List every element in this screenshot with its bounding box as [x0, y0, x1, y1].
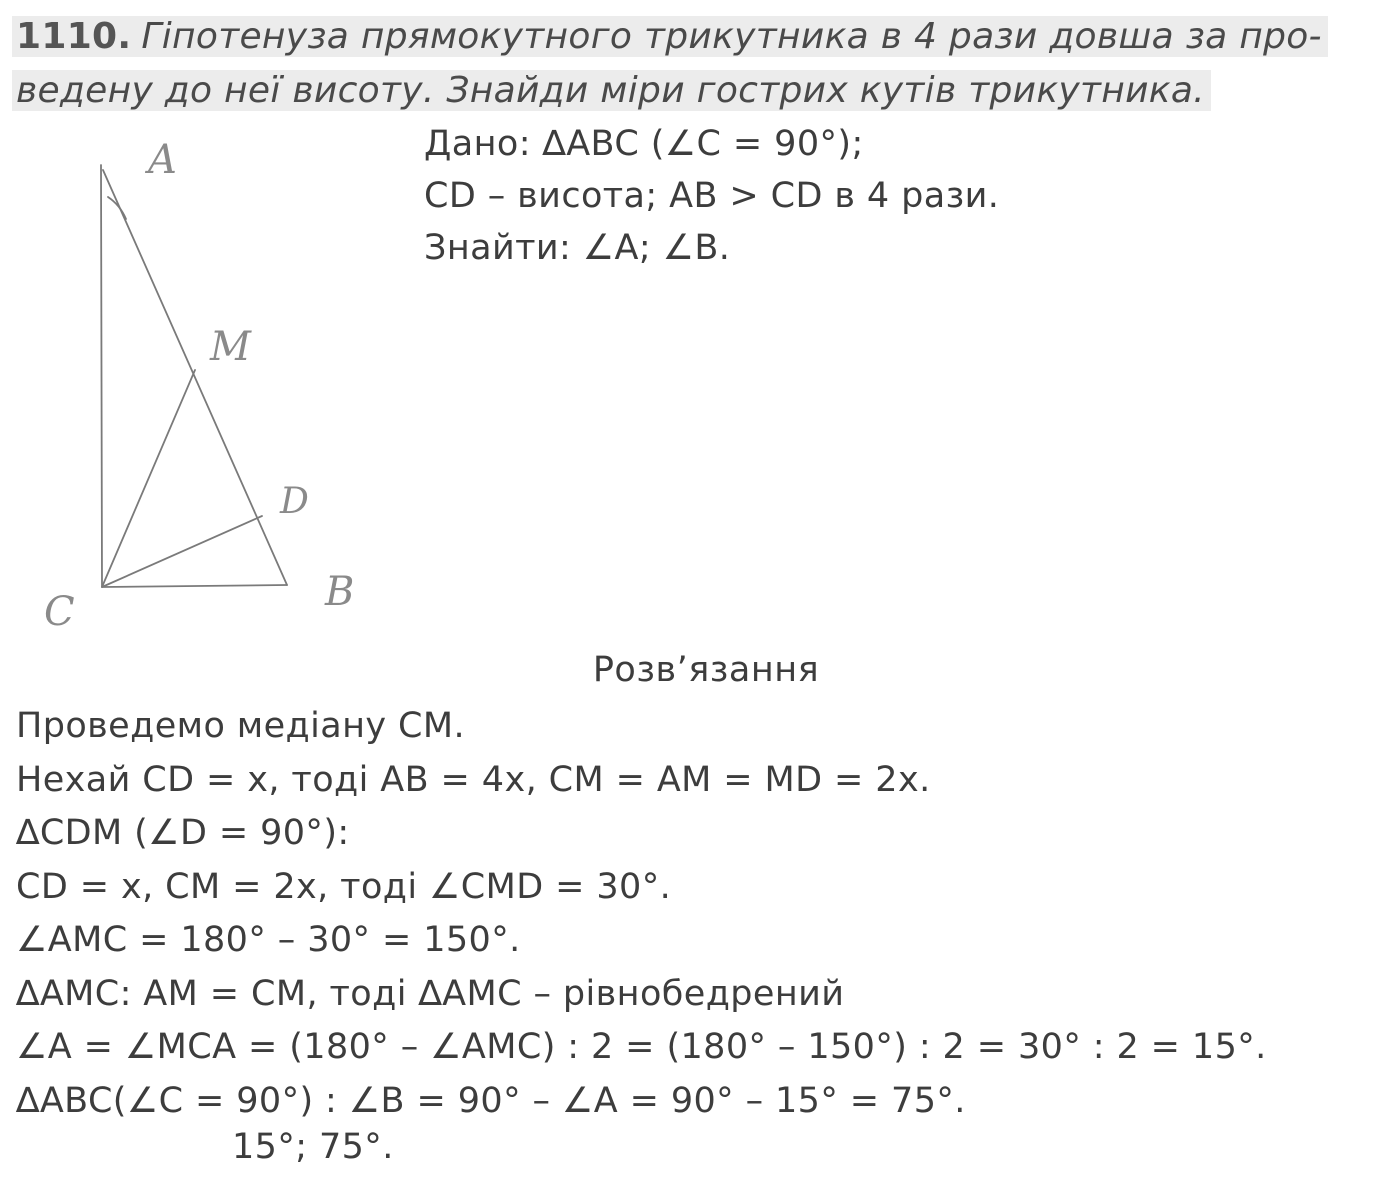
solution-line-8: ∆ABC(∠C = 90°) : ∠B = 90° – ∠A = 90° – 15° = 75°. [16, 1080, 966, 1121]
solution-body [16, 700, 1267, 1128]
answer: 15°; 75°. [232, 1127, 394, 1167]
problem-text-1: Гіпотенуза прямокутного трикутника в 4 рази довша за про- [141, 16, 1322, 57]
problem-line-2 [12, 64, 1372, 118]
label-c: C [44, 589, 75, 635]
problem-text-2: ведену до неї висоту. Знайди міри гострих кутів трикутника. [12, 70, 1211, 111]
triangle-diagram [30, 125, 390, 635]
solution-line-7: ∠A = ∠MCA = (180° – ∠AMC) : 2 = (180° – 150°) : 2 = 30° : 2 = 15°. [16, 1027, 1267, 1067]
given-block [424, 118, 999, 274]
hypotenuse-ab [103, 170, 287, 585]
solution-line-1: Проведемо медіану CM. [16, 706, 465, 746]
height-cd [102, 516, 262, 587]
label-b: B [325, 569, 355, 615]
given-line-3: Знайти: ∠A; ∠B. [424, 228, 731, 268]
problem-line-1 [12, 10, 1372, 64]
given-line-2: CD – висота; AB > CD в 4 рази. [424, 176, 1000, 216]
label-m: M [210, 324, 251, 370]
side-cb [102, 585, 287, 587]
solution-line-2: Нехай CD = x, тоді AB = 4x, CM = AM = MD = 2x. [16, 759, 931, 800]
side-ac [101, 165, 102, 587]
solution-line-3: ∆CDM (∠D = 90°): [16, 813, 350, 853]
label-d: D [280, 481, 309, 522]
label-a: A [148, 137, 177, 183]
given-line-1: Дано: ∆ABC (∠C = 90°); [424, 124, 864, 164]
solution-title: Розв’язання [592, 650, 820, 690]
solution-line-6: ∆AMC: AM = CM, тоді ∆AMC – рівнобедрений [16, 973, 845, 1014]
problem-statement [12, 10, 1372, 118]
solution-line-5: ∠AMC = 180° – 30° = 150°. [16, 920, 521, 960]
solution-line-4: CD = x, CM = 2x, тоді ∠CMD = 30°. [16, 866, 672, 907]
problem-number: 1110. [16, 16, 132, 57]
median-cm [102, 370, 195, 587]
